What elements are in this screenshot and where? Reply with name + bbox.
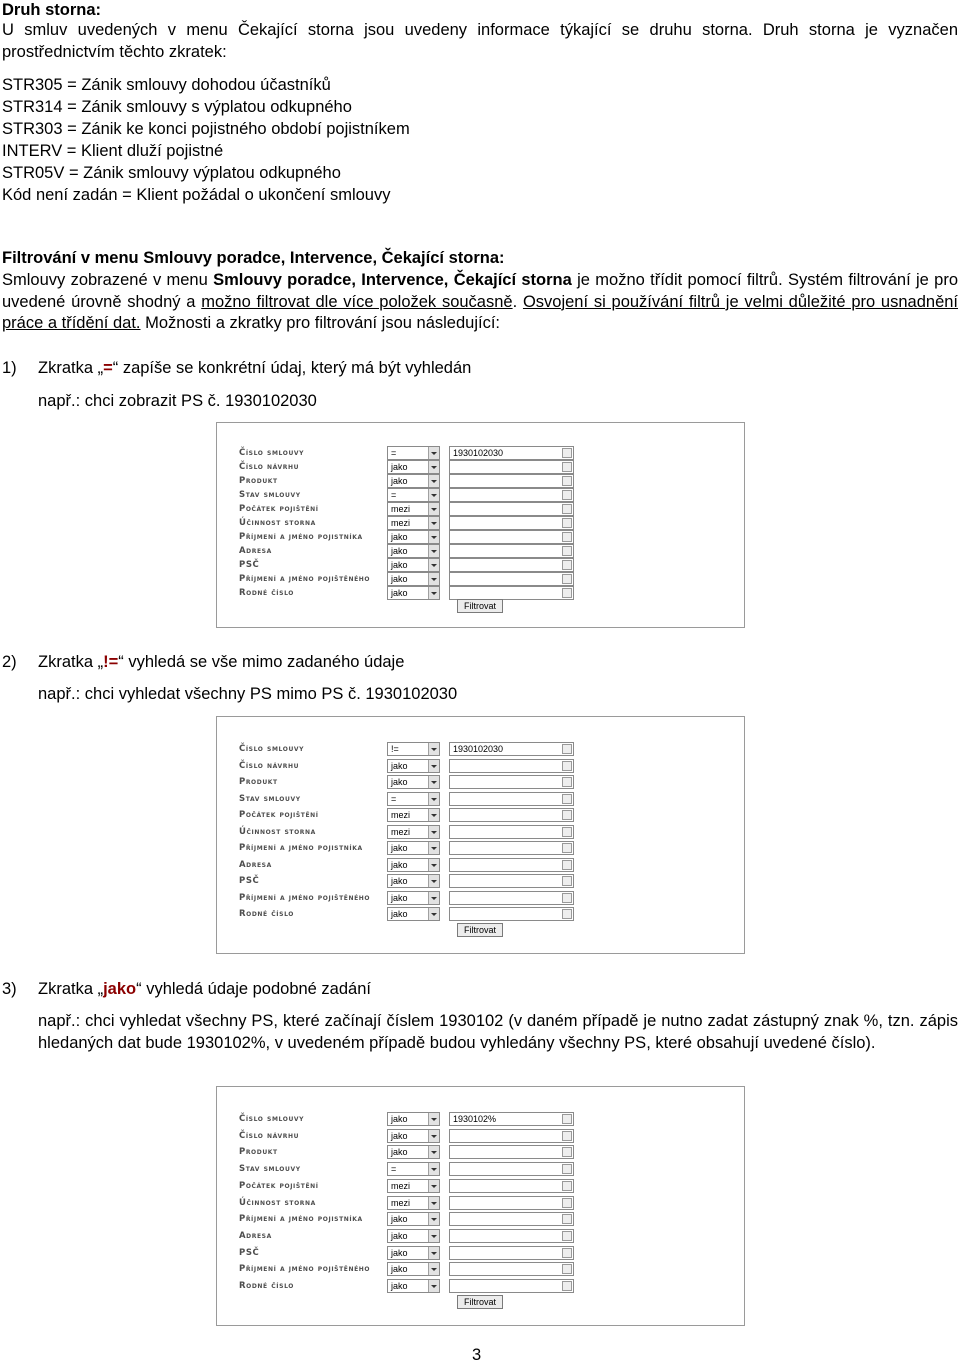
filter-field-label: Adresa	[239, 546, 272, 556]
page-number: 3	[472, 1346, 482, 1364]
text-run: Zkratka „	[38, 653, 104, 671]
list-number: 3)	[2, 980, 17, 998]
filter-field-label: Číslo návrhu	[239, 760, 300, 771]
picker-icon[interactable]	[562, 794, 572, 804]
dropdown-arrow-icon[interactable]	[428, 573, 439, 585]
filter-value-input[interactable]	[449, 1162, 574, 1176]
filter-value-input[interactable]	[449, 516, 574, 530]
dropdown-arrow-icon[interactable]	[428, 842, 439, 854]
picker-icon[interactable]	[562, 546, 572, 556]
dropdown-arrow-icon[interactable]	[428, 793, 439, 805]
filter-value-input[interactable]	[449, 1229, 574, 1243]
operator-select[interactable]	[387, 759, 440, 773]
operator-value: jako	[391, 1230, 408, 1241]
text-run: je možno třídit pomocí filtrů. Systém filtrování je pro uvedené úrovně shodný a	[2, 271, 958, 311]
filter-code: =	[103, 359, 113, 377]
operator-value: jako	[391, 560, 408, 570]
filter-value-input[interactable]	[449, 460, 574, 474]
operator-value: jako	[391, 1281, 408, 1291]
code-line: STR05V = Zánik smlouvy výplatou odkupného	[2, 164, 341, 182]
dropdown-arrow-icon[interactable]	[428, 859, 439, 871]
operator-value: jako	[391, 1114, 408, 1124]
filter-value-input[interactable]	[449, 544, 574, 558]
text-run: .	[512, 292, 523, 311]
text-run: Zkratka „	[38, 359, 104, 377]
dropdown-arrow-icon[interactable]	[428, 776, 439, 788]
code-line: STR314 = Zánik smlouvy s výplatou odkupného	[2, 98, 352, 116]
operator-select[interactable]	[387, 1129, 440, 1143]
filter-field-label: Účinnost storna	[239, 826, 316, 837]
operator-value: jako	[391, 777, 408, 787]
operator-value: !=	[391, 744, 399, 754]
dropdown-arrow-icon[interactable]	[428, 503, 439, 515]
picker-icon[interactable]	[562, 490, 572, 500]
code-line: INTERV = Klient dluží pojistné	[2, 142, 224, 160]
filter-field-label: Adresa	[239, 1230, 272, 1241]
operator-select[interactable]	[387, 474, 440, 488]
filter-value-text: 1930102030	[453, 448, 504, 458]
picker-icon[interactable]	[562, 1114, 572, 1124]
code-line: STR305 = Zánik smlouvy dohodou účastníků	[2, 76, 331, 94]
operator-select[interactable]	[387, 1229, 440, 1243]
operator-value: =	[391, 448, 397, 458]
filter-field-label: Příjmení a jméno pojistníka	[239, 532, 363, 542]
operator-value: jako	[391, 909, 408, 919]
dropdown-arrow-icon[interactable]	[428, 545, 439, 557]
filter-value-input[interactable]	[449, 874, 574, 888]
filter-field-label: Příjmení a jméno pojištěného	[239, 892, 371, 903]
filter-field-label: Rodné číslo	[239, 588, 294, 598]
filter-field-label: Počátek pojištění	[239, 1180, 319, 1191]
picker-icon[interactable]	[562, 827, 572, 837]
operator-select[interactable]	[387, 460, 440, 474]
filter-button[interactable]: Filtrovat	[457, 599, 503, 613]
operator-select[interactable]	[387, 502, 440, 516]
picker-icon[interactable]	[562, 761, 572, 771]
picker-icon[interactable]	[562, 777, 572, 787]
filter-value-input[interactable]	[449, 1196, 574, 1210]
filter-form-screenshot	[216, 716, 745, 954]
filter-field-label: Adresa	[239, 859, 272, 870]
operator-select[interactable]	[387, 572, 440, 586]
dropdown-arrow-icon[interactable]	[428, 826, 439, 838]
filter-value-input[interactable]	[449, 1262, 574, 1276]
filter-value-input[interactable]	[449, 1179, 574, 1193]
picker-icon[interactable]	[562, 1264, 572, 1274]
picker-icon[interactable]	[562, 518, 572, 528]
operator-select[interactable]	[387, 1279, 440, 1293]
filter-value-input[interactable]	[449, 792, 574, 806]
picker-icon[interactable]	[562, 560, 572, 570]
operator-select[interactable]	[387, 1212, 440, 1226]
filter-field-label: Produkt	[239, 1147, 278, 1158]
operator-value: jako	[391, 892, 408, 903]
operator-select[interactable]	[387, 446, 440, 460]
operator-value: mezi	[391, 826, 411, 837]
dropdown-arrow-icon[interactable]	[428, 875, 439, 887]
operator-select[interactable]	[387, 1162, 440, 1176]
dropdown-arrow-icon[interactable]	[428, 809, 439, 821]
operator-select[interactable]	[387, 808, 440, 822]
operator-value: jako	[391, 462, 408, 472]
operator-value: mezi	[391, 810, 411, 820]
code-line: Kód není zadán = Klient požádal o ukončení smlouvy	[2, 186, 391, 204]
filter-value-input[interactable]	[449, 1246, 574, 1260]
operator-select[interactable]	[387, 825, 440, 839]
filter-field-label: Příjmení a jméno pojistníka	[239, 843, 363, 853]
text-run: Zkratka „	[38, 980, 104, 998]
filter-value-input[interactable]	[449, 825, 574, 839]
operator-value: jako	[391, 876, 408, 886]
picker-icon[interactable]	[562, 860, 572, 870]
operator-select[interactable]	[387, 1262, 440, 1276]
dropdown-arrow-icon[interactable]	[428, 908, 439, 920]
dropdown-arrow-icon[interactable]	[428, 1197, 439, 1209]
picker-icon[interactable]	[562, 1281, 572, 1291]
filter-field-label: Číslo smlouvy	[239, 744, 305, 754]
filter-field-label: Rodné číslo	[239, 1281, 294, 1291]
filter-field-label: Číslo smlouvy	[239, 1114, 305, 1124]
filter-value-input[interactable]	[449, 530, 574, 544]
example-text: např.: chci zobrazit PS č. 1930102030	[38, 392, 317, 410]
filter-field-label: Příjmení a jméno pojištěného	[239, 574, 371, 584]
filter-value-input[interactable]	[449, 1112, 574, 1126]
filter-value-input[interactable]	[449, 808, 574, 822]
filter-value-input[interactable]	[449, 1145, 574, 1159]
filter-value-text: 1930102030	[453, 744, 504, 754]
operator-value: jako	[391, 476, 408, 486]
picker-icon[interactable]	[562, 476, 572, 486]
picker-icon[interactable]	[562, 532, 572, 542]
dropdown-arrow-icon[interactable]	[428, 1163, 439, 1175]
filter-value-input[interactable]	[449, 488, 574, 502]
text-run-underline: možno filtrovat dle více položek současně	[201, 292, 513, 311]
section-heading-druh-storna: Druh storna:	[2, 1, 101, 19]
dropdown-arrow-icon[interactable]	[428, 743, 439, 755]
filter-field-label: Počátek pojištění	[239, 810, 319, 820]
filter-field-label: Produkt	[239, 777, 278, 787]
dropdown-arrow-icon[interactable]	[428, 1213, 439, 1225]
filter-form-screenshot	[216, 422, 745, 628]
dropdown-arrow-icon[interactable]	[428, 760, 439, 772]
operator-select[interactable]	[387, 1112, 440, 1126]
filter-form-screenshot	[216, 1086, 745, 1326]
filter-value-input[interactable]	[449, 742, 574, 756]
filter-button[interactable]: Filtrovat	[457, 1295, 503, 1309]
filter-field-label: Účinnost storna	[239, 1197, 316, 1208]
filter-value-input[interactable]	[449, 841, 574, 855]
list-number: 1)	[2, 359, 17, 377]
picker-icon[interactable]	[562, 1214, 572, 1224]
picker-icon[interactable]	[562, 744, 572, 754]
operator-value: jako	[391, 1147, 408, 1158]
operator-value: jako	[391, 843, 408, 853]
dropdown-arrow-icon[interactable]	[428, 892, 439, 904]
operator-select[interactable]	[387, 841, 440, 855]
picker-icon[interactable]	[562, 448, 572, 458]
text-run: “ vyhledá údaje podobné zadání	[136, 980, 371, 998]
operator-select[interactable]	[387, 488, 440, 502]
filter-button[interactable]: Filtrovat	[457, 923, 503, 937]
filter-value-input[interactable]	[449, 1212, 574, 1226]
picker-icon[interactable]	[562, 504, 572, 514]
dropdown-arrow-icon[interactable]	[428, 461, 439, 473]
text-run: “ zapíše se konkrétní údaj, který má být vyhledán	[112, 359, 472, 377]
filter-value-input[interactable]	[449, 907, 574, 921]
example-text: např.: chci vyhledat všechny PS, které začínají číslem 1930102 (v daném případě je nutno zadat zástupný znak %, tzn. zápis hledaných dat bude 1930102%, v uvedeném případě budou vyhledány všechny PS, které obsahují uvedené číslo).	[38, 1012, 958, 1052]
list-item-2	[2, 652, 404, 672]
filter-value-input[interactable]	[449, 558, 574, 572]
text-run-underline: Osvojení si používání filtrů je velmi důležité pro usnadnění práce a třídění dat.	[2, 292, 959, 332]
dropdown-arrow-icon[interactable]	[428, 1263, 439, 1275]
operator-select[interactable]	[387, 775, 440, 789]
filter-value-input[interactable]	[449, 572, 574, 586]
operator-value: jako	[391, 859, 408, 870]
filter-field-label: Číslo návrhu	[239, 1130, 300, 1141]
operator-value: jako	[391, 546, 408, 556]
operator-select[interactable]	[387, 1246, 440, 1260]
dropdown-arrow-icon[interactable]	[428, 447, 439, 459]
operator-select[interactable]	[387, 544, 440, 558]
filter-field-label: PSČ	[239, 1247, 260, 1258]
operator-select[interactable]	[387, 891, 440, 905]
operator-select[interactable]	[387, 558, 440, 572]
operator-value: mezi	[391, 1197, 411, 1208]
operator-value: jako	[391, 532, 408, 542]
operator-value: jako	[391, 574, 408, 584]
operator-value: jako	[391, 1264, 408, 1275]
dropdown-arrow-icon[interactable]	[428, 489, 439, 501]
filter-value-input[interactable]	[449, 858, 574, 872]
intro-paragraph: U smluv uvedených v menu Čekající storna jsou uvedeny informace týkající se druhu storna. Druh storna je vyznačen prostřednictvím těchto zkratek:	[2, 21, 958, 61]
list-number: 2)	[2, 653, 17, 671]
operator-value: jako	[391, 1247, 408, 1258]
filter-value-input[interactable]	[449, 474, 574, 488]
operator-select[interactable]	[387, 907, 440, 921]
operator-value: mezi	[391, 518, 411, 528]
dropdown-arrow-icon[interactable]	[428, 1247, 439, 1259]
filter-field-label: PSČ	[239, 560, 260, 570]
operator-select[interactable]	[387, 874, 440, 888]
section-heading-filtrovani: Filtrování v menu Smlouvy poradce, Intervence, Čekající storna:	[2, 249, 505, 267]
filter-code: jako	[103, 980, 137, 998]
filter-value-input[interactable]	[449, 775, 574, 789]
picker-icon[interactable]	[562, 893, 572, 903]
operator-value: =	[391, 1164, 397, 1175]
picker-icon[interactable]	[562, 1164, 572, 1174]
text-run-bold: Smlouvy poradce, Intervence, Čekající storna	[213, 271, 572, 289]
filter-field-label: Účinnost storna	[239, 518, 316, 528]
filter-paragraph	[2, 270, 958, 335]
text-run: Smlouvy zobrazené v menu	[2, 271, 214, 289]
filter-value-input[interactable]	[449, 586, 574, 600]
code-line: STR303 = Zánik ke konci pojistného období pojistníkem	[2, 120, 410, 138]
dropdown-arrow-icon[interactable]	[428, 517, 439, 529]
operator-select[interactable]	[387, 516, 440, 530]
filter-field-label: PSČ	[239, 876, 260, 886]
filter-field-label: Stav smlouvy	[239, 490, 301, 500]
picker-icon[interactable]	[562, 843, 572, 853]
filter-field-label: Číslo smlouvy	[239, 448, 305, 458]
picker-icon[interactable]	[562, 588, 572, 598]
operator-select[interactable]	[387, 586, 440, 600]
filter-value-input[interactable]	[449, 1129, 574, 1143]
dropdown-arrow-icon[interactable]	[428, 587, 439, 599]
operator-value: jako	[391, 1130, 408, 1141]
picker-icon[interactable]	[562, 810, 572, 820]
operator-select[interactable]	[387, 858, 440, 872]
operator-select[interactable]	[387, 792, 440, 806]
filter-value-input[interactable]	[449, 1279, 574, 1293]
dropdown-arrow-icon[interactable]	[428, 475, 439, 487]
dropdown-arrow-icon[interactable]	[428, 1146, 439, 1158]
operator-value: =	[391, 793, 397, 804]
picker-icon[interactable]	[562, 876, 572, 886]
filter-value-text: 1930102%	[453, 1114, 497, 1124]
filter-field-label: Číslo návrhu	[239, 462, 300, 472]
picker-icon[interactable]	[562, 1147, 572, 1157]
operator-select[interactable]	[387, 1145, 440, 1159]
picker-icon[interactable]	[562, 909, 572, 919]
operator-select[interactable]	[387, 530, 440, 544]
operator-select[interactable]	[387, 1179, 440, 1193]
dropdown-arrow-icon[interactable]	[428, 1230, 439, 1242]
filter-field-label: Stav smlouvy	[239, 1164, 301, 1175]
dropdown-arrow-icon[interactable]	[428, 1113, 439, 1125]
dropdown-arrow-icon[interactable]	[428, 1130, 439, 1142]
filter-code: !=	[103, 653, 119, 671]
filter-value-input[interactable]	[449, 446, 574, 460]
operator-value: jako	[391, 760, 408, 771]
filter-field-label: Stav smlouvy	[239, 793, 301, 804]
operator-value: jako	[391, 1214, 408, 1225]
example-text: např.: chci vyhledat všechny PS mimo PS č. 1930102030	[38, 685, 458, 703]
list-item-3	[2, 979, 371, 999]
dropdown-arrow-icon[interactable]	[428, 531, 439, 543]
filter-field-label: Příjmení a jméno pojištěného	[239, 1264, 371, 1275]
picker-icon[interactable]	[562, 1181, 572, 1191]
operator-select[interactable]	[387, 742, 440, 756]
picker-icon[interactable]	[562, 1131, 572, 1141]
operator-value: =	[391, 490, 397, 500]
filter-field-label: Příjmení a jméno pojistníka	[239, 1214, 363, 1225]
picker-icon[interactable]	[562, 1248, 572, 1258]
filter-value-input[interactable]	[449, 759, 574, 773]
dropdown-arrow-icon[interactable]	[428, 1180, 439, 1192]
filter-value-input[interactable]	[449, 891, 574, 905]
text-run: Možnosti a zkratky pro filtrování jsou následující:	[140, 314, 501, 332]
list-item-1	[2, 358, 471, 378]
picker-icon[interactable]	[562, 574, 572, 584]
operator-value: mezi	[391, 504, 411, 514]
filter-field-label: Počátek pojištění	[239, 504, 319, 514]
filter-field-label: Rodné číslo	[239, 909, 294, 919]
text-run: “ vyhledá se vše mimo zadaného údaje	[118, 653, 405, 671]
operator-select[interactable]	[387, 1196, 440, 1210]
operator-value: jako	[391, 588, 408, 598]
picker-icon[interactable]	[562, 1231, 572, 1241]
filter-field-label: Produkt	[239, 476, 278, 486]
picker-icon[interactable]	[562, 1198, 572, 1208]
operator-value: mezi	[391, 1180, 411, 1191]
dropdown-arrow-icon[interactable]	[428, 559, 439, 571]
picker-icon[interactable]	[562, 462, 572, 472]
filter-value-input[interactable]	[449, 502, 574, 516]
dropdown-arrow-icon[interactable]	[428, 1280, 439, 1292]
